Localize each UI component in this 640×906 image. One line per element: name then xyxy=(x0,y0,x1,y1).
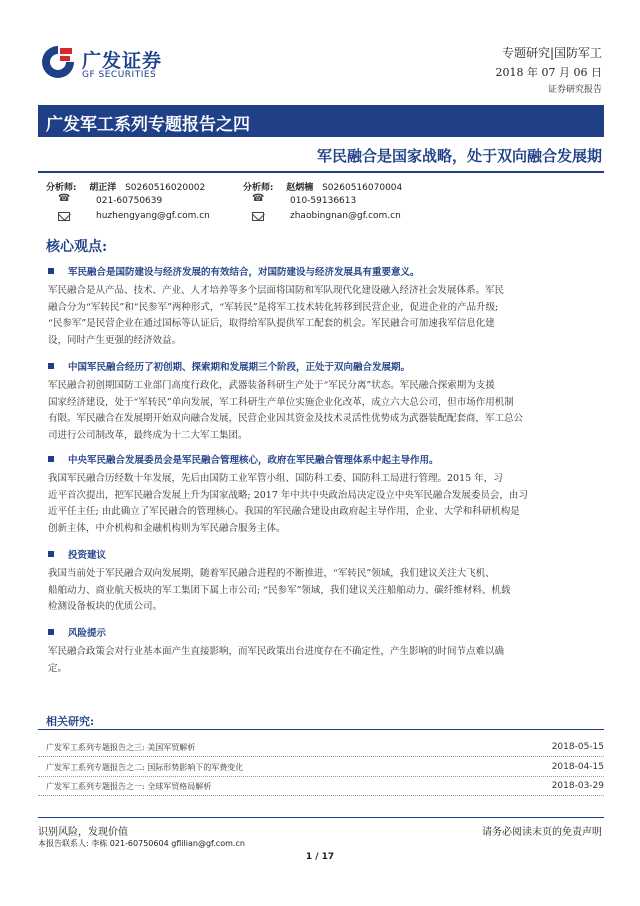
title-bar xyxy=(38,105,604,137)
report-subtitle: 军民融合是国家战略，处于双向融合发展期 xyxy=(316,147,602,165)
body-line: 创新主体，中介机构和金融机构则为军民融合服务主体。 xyxy=(48,522,286,534)
header-meta xyxy=(496,44,602,95)
footer-contact: 本报告联系人: 李栋 021-60750604 gflilian@gf.com.cn xyxy=(38,839,245,848)
footer-divider xyxy=(38,817,604,818)
section-body xyxy=(48,471,604,537)
section-body xyxy=(48,283,604,349)
section-body xyxy=(48,644,604,677)
row-separator xyxy=(38,776,604,777)
analyst-label: 分析师: xyxy=(243,183,274,193)
gf-logo-icon xyxy=(40,44,76,80)
analyst-2 xyxy=(243,180,402,193)
body-line: 军民融合是从产品、技术、产业、人才培养等多个层面将国防和军队现代化建设融入经济社会发展体系。军民 xyxy=(48,285,505,296)
section-body xyxy=(48,378,604,444)
related-item[interactable] xyxy=(46,762,604,773)
logo-english: GF SECURITIES xyxy=(82,70,157,80)
analyst-cert: S0260516070004 xyxy=(322,183,403,193)
analyst-name: 赵炳楠 xyxy=(286,183,314,193)
related-item-title[interactable]: 广发军工系列专题报告之三: 美国军贸解析 xyxy=(46,743,196,752)
analyst-phone: 010-59136613 xyxy=(290,196,357,206)
phone-icon: ☎ xyxy=(58,193,71,204)
related-item[interactable] xyxy=(46,781,604,792)
body-line: 司进行公司制改革，最终成为十二大军工集团。 xyxy=(48,429,248,441)
body-line: 我国当前处于军民融合双向发展期，随着军民融合进程的不断推进，“军转民”领域，我们建议关注大飞机、 xyxy=(48,568,495,579)
related-item-title[interactable]: 广发军工系列专题报告之一: 全球军贸格局解析 xyxy=(46,782,212,791)
section-heading: 中国军民融合经历了初创期、探索期和发展期三个阶段，正处于双向融合发展期。 xyxy=(68,362,411,373)
email-icon xyxy=(252,212,264,221)
body-line: 检测设备板块的优质公司。 xyxy=(48,601,163,612)
body-line: 国家经济建设，处于“军转民”单向发展，军工科研生产单位实施企业化改革，成立六大总公司，但市场作用机制 xyxy=(48,396,514,408)
body-line: 军民融合初创期国防工业部门高度行政化，武器装备科研生产处于“军民分离”状态。军民融合探索期为支援 xyxy=(48,380,495,391)
body-line: 军民融合政策会对行业基本面产生直接影响，而军民政策出台进度存在不确定性，产生影响的时间节点难以确 xyxy=(48,646,505,657)
report-type: 证券研究报告 xyxy=(547,85,602,95)
body-line: 设，同时产生更强的经济效益。 xyxy=(48,334,182,346)
report-title: 广发军工系列专题报告之四 xyxy=(46,115,250,135)
phone-icon: ☎ xyxy=(252,193,265,204)
related-item-date: 2018-05-15 xyxy=(551,742,604,752)
company-logo xyxy=(40,44,210,92)
body-line: 我国军民融合历经数十年发展，先后由国防工业军管小组、国防科工委、国防科工局进行管理。2015 年，习 xyxy=(48,473,503,484)
analyst-name: 胡正洋 xyxy=(89,183,117,193)
bullet-icon xyxy=(48,363,54,369)
analyst-phone: 021-60750639 xyxy=(96,196,163,206)
bullet-icon xyxy=(48,456,54,462)
analyst-cert: S0260516020002 xyxy=(125,183,206,193)
analyst-1 xyxy=(46,180,205,193)
bullet-icon xyxy=(48,629,54,635)
analyst-email[interactable]: huzhengyang@gf.com.cn xyxy=(96,211,210,221)
row-separator xyxy=(38,756,604,757)
section-heading: 中央军民融合发展委员会是军民融合管理核心，政府在军民融合管理体系中起主导作用。 xyxy=(68,455,439,466)
related-item-date: 2018-04-15 xyxy=(551,762,604,772)
footer-slogan: 识别风险，发现价值 xyxy=(38,827,128,838)
related-item[interactable] xyxy=(46,742,604,753)
row-separator xyxy=(38,795,604,796)
bullet-icon xyxy=(48,551,54,557)
body-line: 近平任主任; 由此确立了军民融合的管理核心。我国的军民融合建设由政府起主导作用，企业、大学和科研机构是 xyxy=(48,506,520,517)
related-divider xyxy=(38,729,604,730)
report-date: 2018 年 07 月 06 日 xyxy=(495,66,602,79)
related-item-title[interactable]: 广发军工系列专题报告之二: 国际形势影响下的军费变化 xyxy=(46,763,244,772)
body-line: 定。 xyxy=(48,662,68,674)
body-line: 近平首次提出，把军民融合发展上升为国家战略; 2017 年中共中央政治局决定设立中央军民融合发展委员会，由习 xyxy=(48,489,528,501)
logo-chinese: 广发证券 xyxy=(82,50,163,72)
section-heading: 军民融合是国防建设与经济发展的有效结合，对国防建设与经济发展具有重要意义。 xyxy=(68,267,420,278)
report-category: 专题研究|国防军工 xyxy=(501,46,602,60)
section-heading: 投资建议 xyxy=(68,550,107,561)
bullet-icon xyxy=(48,268,54,274)
subtitle-divider xyxy=(38,171,604,173)
related-research-title: 相关研究: xyxy=(46,715,95,728)
section-body xyxy=(48,566,604,616)
body-line: 融合分为“军转民”和“民参军”两种形式，“军转民”是将军工技术转化转移到民营企业，促进企业的产品升级; xyxy=(48,301,499,313)
analyst-label: 分析师: xyxy=(46,183,77,193)
body-line: 船舶动力、商业航天板块的军工集团下属上市公司; “民参军”领域，我们建议关注船舶动力、碳纤维材料、机载 xyxy=(48,584,511,596)
email-icon xyxy=(58,212,70,221)
footer-disclaimer-note: 请务必阅读末页的免责声明 xyxy=(482,827,602,838)
related-item-date: 2018-03-29 xyxy=(551,781,604,791)
analyst-email[interactable]: zhaobingnan@gf.com.cn xyxy=(290,211,401,221)
page-number: 1 / 17 xyxy=(305,852,335,862)
core-views-title: 核心观点: xyxy=(46,239,108,255)
section-heading: 风险提示 xyxy=(68,628,107,639)
body-line: “民参军”是民营企业在通过国标等认证后，取得给军队提供军工配套的机会。军民融合可加速我军信息化建 xyxy=(48,318,495,329)
body-line: 有限。军民融合在发展期开始双向融合发展，民营企业因其资金及技术灵活性优势成为武器装配配套商，军工总公 xyxy=(48,413,524,424)
